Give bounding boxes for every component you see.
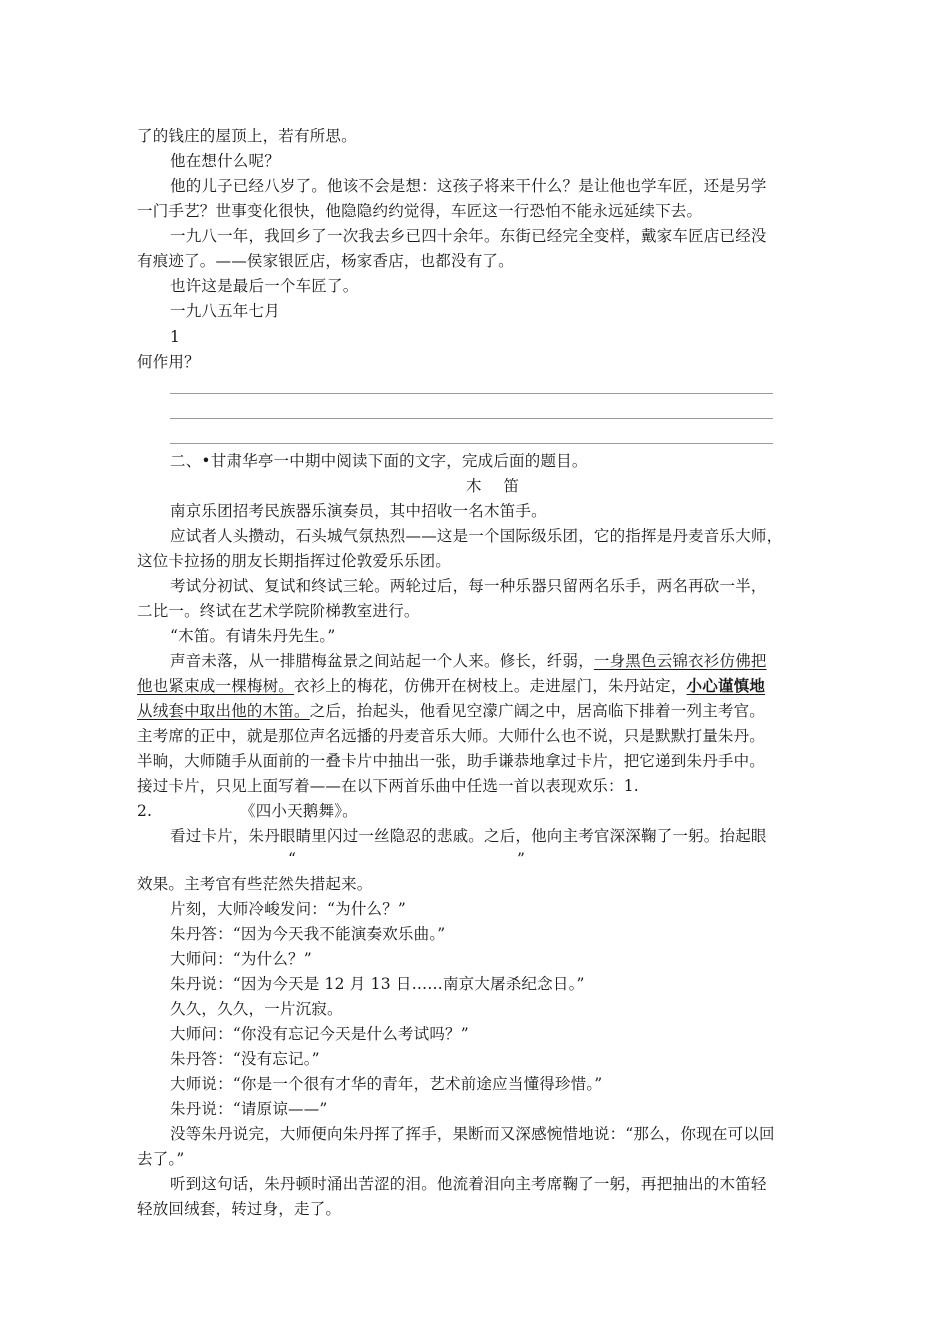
paragraph-6-line-1: 看过卡片，朱丹眼睛里闪过一丝隐忍的悲戚。之后，他向主考官深深鞠了一躬。抬起眼 [170,827,767,845]
dialogue-10-line-2: 去了。” [137,1150,185,1168]
answer-line-1 [170,393,773,394]
dialogue-1: 片刻，大师冷峻发问：“为什么？” [170,900,407,918]
underlined-phrase-1b: 他也紧束成一棵梅树。 [137,677,295,695]
answer-line-2 [170,418,773,419]
paragraph-2-line-1: 应试者人头攒动，石头城气氛热烈——这是一个国际级乐团，它的指挥是丹麦音乐大师， [170,527,783,545]
p5-text-c: 之后，抬起头，他看见空濛广阔之中，居高临下排着一列主考官。 [309,702,766,720]
title-char-1: 木 [466,477,482,495]
section-header: 二、•甘肃华亭一中期中阅读下面的文字，完成后面的题目。 [170,452,588,470]
dialogue-10-line-1: 没等朱丹说完，大师便向朱丹挥了挥手，果断而又深感惋惜地说：“那么，你现在可以回 [170,1125,775,1143]
story1-line-5: 一九八一年，我回乡了一次我去乡已四十余年。东街已经完全变样，戴家车匠店已经没 [170,227,767,245]
open-quote: “ [288,850,297,868]
dialogue-5: 久久，久久，一片沉寂。 [170,1000,343,1018]
paragraph-4: “木笛。有请朱丹先生。” [170,627,336,645]
paragraph-5-line-1 [170,650,767,672]
title-char-2: 笛 [503,477,520,495]
paragraph-final-line-2: 轻放回绒套，转过身，走了。 [137,1200,342,1218]
close-quote: ” [517,850,526,868]
p5-text-a: 声音未落，从一排腊梅盆景之间站起一个人来。修长，纤弱， [170,652,594,670]
answer-line-3 [170,443,773,444]
dialogue-2: 朱丹答：“因为今天我不能演奏欢乐曲。” [170,925,446,943]
paragraph-5-item-2-title: 《四小天鹅舞》。 [240,802,358,820]
paragraph-2-line-2: 这位卡拉扬的朋友长期指挥过伦敦爱乐乐团。 [137,552,452,570]
story1-line-2: 他在想什么呢？ [170,152,280,170]
paragraph-6-line-3: 效果。主考官有些茫然失措起来。 [137,875,373,893]
dialogue-9: 朱丹说：“请原谅——” [170,1100,328,1118]
paragraph-5-line-6: 接过卡片，只见上面写着——在以下两首乐曲中任选一首以表现欢乐：1. [137,777,639,795]
dialogue-4: 朱丹说：“因为今天是 12 月 13 日……南京大屠杀纪念日。” [170,975,585,993]
paragraph-1: 南京乐团招考民族器乐演奏员，其中招收一名木笛手。 [170,502,547,520]
story1-line-1: 了的钱庄的屋顶上，若有所思。 [137,127,357,145]
story1-line-6: 有痕迹了。——侯家银匠店，杨家香店，也都没有了。 [137,252,514,270]
story1-line-7: 也许这是最后一个车匠了。 [170,277,359,295]
story1-line-4: 一门手艺？世事变化很快，他隐隐约约觉得，车匠这一行恐怕不能永远延续下去。 [137,202,703,220]
paragraph-3-line-1: 考试分初试、复试和终试三轮。两轮过后，每一种乐器只留两名乐手，两名再砍一半， [170,577,767,595]
passage-title [466,475,519,497]
question-number: 1 [170,328,181,346]
paragraph-5-line-4: 主考席的正中，就是那位声名远播的丹麦音乐大师。大师什么也不说，只是默默打量朱丹。 [137,727,766,745]
question-text: 何作用？ [137,353,200,371]
underlined-phrase-2a: 小心谨慎地 [686,676,766,695]
story1-date: 一九八五年七月 [170,302,280,320]
dialogue-8: 大师说：“你是一个很有才华的青年，艺术前途应当懂得珍惜。” [170,1075,603,1093]
dialogue-3: 大师问：“为什么？” [170,950,312,968]
dialogue-7: 朱丹答：“没有忘记。” [170,1050,320,1068]
story1-line-3: 他的儿子已经八岁了。他该不会是想：这孩子将来干什么？是让他也学车匠，还是另学 [170,177,767,195]
paragraph-final-line-1: 听到这句话，朱丹顿时涌出苦涩的泪。他流着泪向主考席鞠了一躬，再把抽出的木笛轻 [170,1175,767,1193]
underlined-phrase-1a: 一身黑色云锦衣衫仿佛把 [593,652,767,670]
paragraph-3-line-2: 二比一。终试在艺术学院阶梯教室进行。 [137,602,420,620]
paragraph-5-item-2-number: 2. [137,802,153,820]
underlined-phrase-2b: 从绒套中取出他的木笛。 [137,702,310,720]
paragraph-5-line-3 [137,700,765,722]
dialogue-6: 大师问：“你没有忘记今天是什么考试吗？” [170,1025,469,1043]
paragraph-5-line-2 [137,675,765,697]
p5-text-b: 衣衫上的梅花，仿佛开在树枝上。走进屋门，朱丹站定， [294,677,687,695]
paragraph-5-line-5: 半晌，大师随手从面前的一叠卡片中抽出一张，助手谦恭地拿过卡片，把它递到朱丹手中。 [137,752,766,770]
